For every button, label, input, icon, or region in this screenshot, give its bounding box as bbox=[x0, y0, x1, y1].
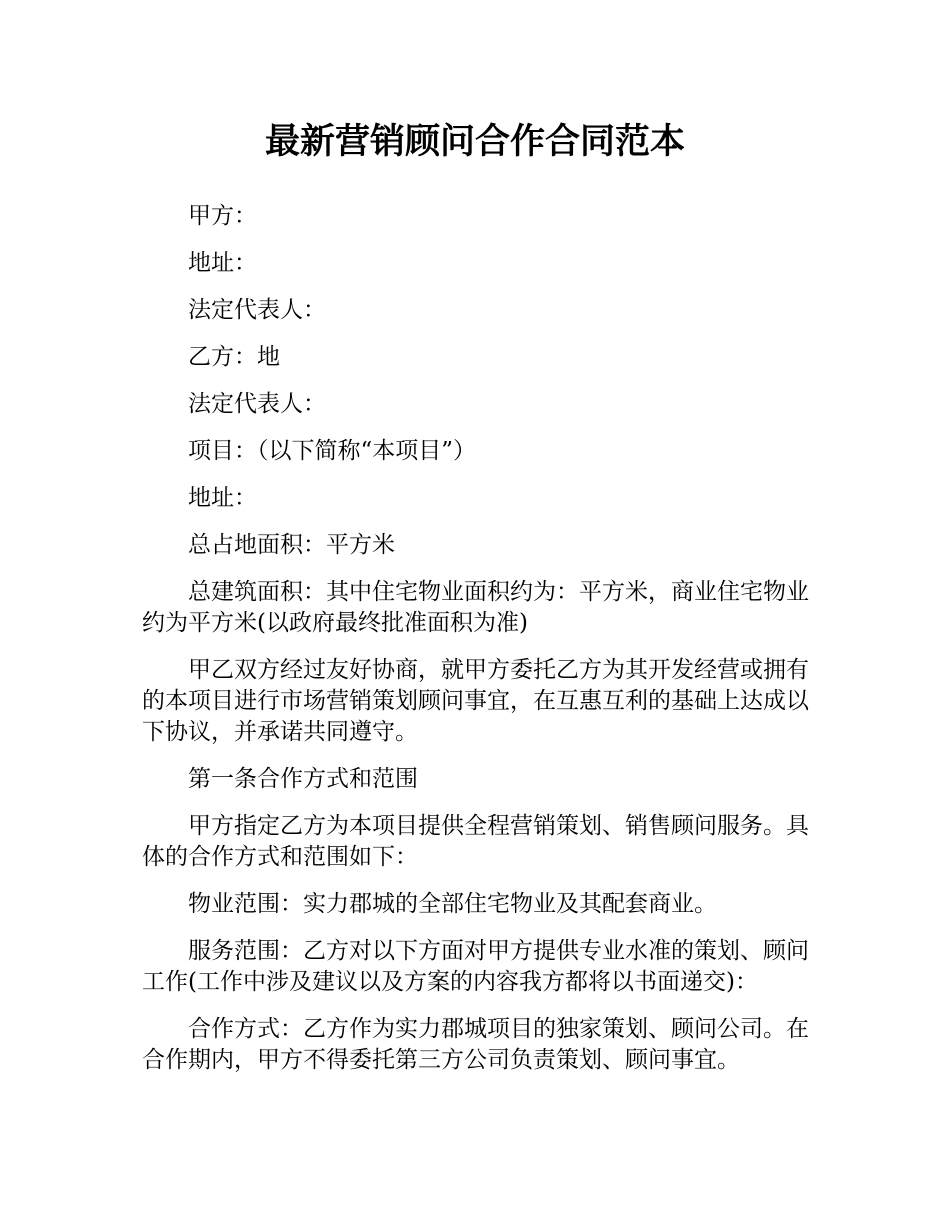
party-a-address-line: 地址： bbox=[188, 250, 257, 276]
preamble-paragraph: 甲乙双方经过友好协商，就甲方委托乙方为其开发经营或拥有的本项目进行市场营销策划顾问事宜，在互惠互利的基础上达成以下协议，并承诺共同遵守。 bbox=[142, 657, 809, 745]
party-a-line: 甲方： bbox=[188, 203, 257, 229]
document-title: 最新营销顾问合作合同范本 bbox=[264, 122, 685, 162]
building-area-paragraph: 总建筑面积：其中住宅物业面积约为：平方米，商业住宅物业约为平方米(以政府最终批准面积为准) bbox=[142, 579, 809, 636]
land-area-line: 总占地面积：平方米 bbox=[188, 532, 395, 558]
property-scope-paragraph: 物业范围：实力郡城的全部住宅物业及其配套商业。 bbox=[188, 891, 717, 917]
party-b-legal-rep-line: 法定代表人： bbox=[188, 391, 326, 417]
service-designation-paragraph: 甲方指定乙方为本项目提供全程营销策划、销售顾问服务。具体的合作方式和范围如下： bbox=[142, 813, 809, 870]
project-address-line: 地址： bbox=[188, 485, 257, 511]
article-one-heading: 第一条合作方式和范围 bbox=[188, 766, 418, 792]
party-a-legal-rep-line: 法定代表人： bbox=[188, 297, 326, 323]
project-line: 项目：（以下简称“本项目”） bbox=[188, 438, 477, 464]
service-scope-paragraph: 服务范围：乙方对以下方面对甲方提供专业水准的策划、顾问工作(工作中涉及建议以及方案的内容我方都将以书面递交)： bbox=[142, 938, 809, 995]
party-b-line: 乙方：地 bbox=[188, 344, 280, 370]
document-body bbox=[142, 201, 812, 1092]
cooperation-method-paragraph: 合作方式：乙方作为实力郡城项目的独家策划、顾问公司。在合作期内，甲方不得委托第三方公司负责策划、顾问事宜。 bbox=[142, 1016, 809, 1073]
